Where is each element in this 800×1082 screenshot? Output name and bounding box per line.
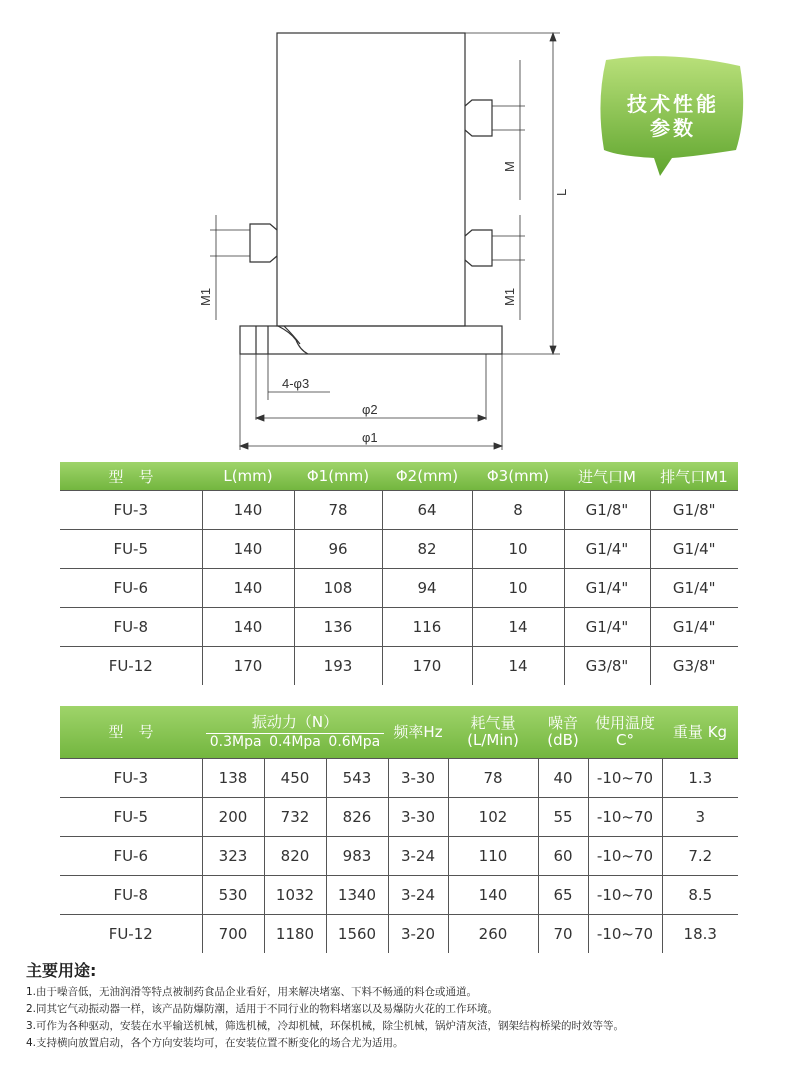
cell: 140 [202, 569, 294, 608]
cell: 136 [294, 608, 382, 647]
cell: 10 [472, 569, 564, 608]
cell: FU-5 [60, 798, 202, 837]
cell: 94 [382, 569, 472, 608]
cell: FU-6 [60, 837, 202, 876]
performance-table [60, 706, 738, 953]
cell: 60 [538, 837, 588, 876]
cell: 82 [382, 530, 472, 569]
cell: 140 [202, 608, 294, 647]
list-item: 4.支持横向放置启动，各个方向安装均可，在安装位置不断变化的场合尤为适用。 [26, 1037, 404, 1049]
col-model: 型 号 [60, 706, 202, 759]
cell: 14 [472, 608, 564, 647]
cell: 3-30 [388, 759, 448, 798]
table-row [60, 491, 738, 530]
cell: 14 [472, 647, 564, 686]
dim-label-m1-right: M1 [502, 287, 517, 306]
cell: FU-5 [60, 530, 202, 569]
table-row [60, 915, 738, 954]
cell: 200 [202, 798, 264, 837]
cell: 820 [264, 837, 326, 876]
temp-unit: C° [616, 731, 634, 749]
dim-label-phi3: 4-φ3 [282, 376, 310, 391]
cell: G1/8" [650, 491, 738, 530]
cell: G1/4" [564, 530, 650, 569]
cell: 3 [662, 798, 738, 837]
col-air [448, 706, 538, 759]
cell: 7.2 [662, 837, 738, 876]
base-flange [240, 326, 502, 354]
cell: 70 [538, 915, 588, 954]
cell: G1/4" [650, 569, 738, 608]
cell: -10~70 [588, 837, 662, 876]
col-l: L(mm) [202, 462, 294, 491]
cell: 96 [294, 530, 382, 569]
col-model: 型 号 [60, 462, 202, 491]
usage-list [26, 984, 624, 1052]
cell: -10~70 [588, 915, 662, 954]
dim-label-phi2: φ2 [362, 402, 378, 417]
noise-unit: (dB) [547, 731, 579, 749]
badge-line-1: 技术性能 [627, 92, 719, 116]
cell: 3-24 [388, 837, 448, 876]
cell: 700 [202, 915, 264, 954]
cell: FU-6 [60, 569, 202, 608]
list-item: 3.可作为各种驱动，安装在水平输送机械，筛选机械，冷却机械，环保机械，除尘机械，锅炉清灰渣，钢架结构桥梁的时效等等。 [26, 1020, 625, 1032]
cell: 140 [448, 876, 538, 915]
col-weight: 重量 Kg [662, 706, 738, 759]
outlet-port-left [250, 224, 277, 262]
col-frequency: 频率Hz [388, 706, 448, 759]
col-phi1: Φ1(mm) [294, 462, 382, 491]
cell: G3/8" [564, 647, 650, 686]
cell: FU-8 [60, 608, 202, 647]
performance-header-row [60, 706, 738, 759]
col-force [202, 706, 388, 759]
cell: 1560 [326, 915, 388, 954]
air-unit: (L/Min) [467, 731, 519, 749]
cell: -10~70 [588, 798, 662, 837]
cell: 110 [448, 837, 538, 876]
cell: 1340 [326, 876, 388, 915]
inlet-port [465, 100, 492, 136]
table-row [60, 608, 738, 647]
dim-label-m1-left: M1 [198, 287, 213, 306]
cell: G3/8" [650, 647, 738, 686]
cell: FU-3 [60, 491, 202, 530]
pressure-0.3: 0.3Mpa [209, 733, 262, 750]
cell: G1/4" [564, 608, 650, 647]
cell: 170 [382, 647, 472, 686]
cell: 10 [472, 530, 564, 569]
cell: 450 [264, 759, 326, 798]
cell: 260 [448, 915, 538, 954]
cell: 193 [294, 647, 382, 686]
cell: 530 [202, 876, 264, 915]
temp-header: 使用温度 [594, 714, 655, 732]
col-inlet: 进气口M [564, 462, 650, 491]
cell: FU-12 [60, 915, 202, 954]
cell: G1/8" [564, 491, 650, 530]
table-row [60, 759, 738, 798]
cell: 3-24 [388, 876, 448, 915]
table-row [60, 569, 738, 608]
cell: 8.5 [662, 876, 738, 915]
cell: 40 [538, 759, 588, 798]
cell: FU-8 [60, 876, 202, 915]
cell: -10~70 [588, 759, 662, 798]
table-row [60, 647, 738, 686]
cell: 108 [294, 569, 382, 608]
pressure-0.6: 0.6Mpa [328, 733, 381, 750]
outlet-port-right [465, 230, 492, 266]
dim-label-l: L [554, 188, 569, 196]
cell: 102 [448, 798, 538, 837]
badge-line-2: 参数 [650, 116, 696, 140]
cell: 64 [382, 491, 472, 530]
cell: 732 [264, 798, 326, 837]
air-header: 耗气量 [470, 714, 516, 732]
table-row [60, 530, 738, 569]
cell: 543 [326, 759, 388, 798]
cell: 323 [202, 837, 264, 876]
table-row [60, 837, 738, 876]
cell: 3-30 [388, 798, 448, 837]
table-row [60, 876, 738, 915]
cell: 3-20 [388, 915, 448, 954]
table-row [60, 798, 738, 837]
dimensions-table [60, 462, 738, 685]
cell: 78 [448, 759, 538, 798]
cell: 1.3 [662, 759, 738, 798]
pressure-0.4: 0.4Mpa [269, 733, 321, 750]
vibrator-body [277, 33, 465, 326]
cell: 983 [326, 837, 388, 876]
cell: 140 [202, 530, 294, 569]
col-noise [538, 706, 588, 759]
cell: 1180 [264, 915, 326, 954]
cell: -10~70 [588, 876, 662, 915]
cell: 138 [202, 759, 264, 798]
cell: 18.3 [662, 915, 738, 954]
cell: 78 [294, 491, 382, 530]
cell: FU-3 [60, 759, 202, 798]
noise-header: 噪音 [547, 714, 578, 732]
col-phi2: Φ2(mm) [382, 462, 472, 491]
cell: 170 [202, 647, 294, 686]
cell: G1/4" [564, 569, 650, 608]
cell: 65 [538, 876, 588, 915]
cell: FU-12 [60, 647, 202, 686]
dim-label-m: M [502, 161, 517, 172]
dimensions-header-row [60, 462, 738, 491]
col-temp [588, 706, 662, 759]
usage-title: 主要用途: [26, 961, 97, 980]
list-item: 2.同其它气动振动器一样，该产品防爆防潮，适用于不同行业的物料堵塞以及易爆防火花的工作环境。 [26, 1003, 499, 1015]
cell: 826 [326, 798, 388, 837]
cell: 1032 [264, 876, 326, 915]
cell: 116 [382, 608, 472, 647]
dim-label-phi1: φ1 [362, 430, 378, 445]
cell: G1/4" [650, 530, 738, 569]
cell: 55 [538, 798, 588, 837]
cell: G1/4" [650, 608, 738, 647]
force-header: 振动力（N） [251, 712, 339, 731]
cell: 8 [472, 491, 564, 530]
col-phi3: Φ3(mm) [472, 462, 564, 491]
list-item: 1.由于噪音低，无油润滑等特点被制药食品企业看好，用来解决堵塞、下料不畅通的料仓或通道。 [26, 986, 478, 998]
col-outlet: 排气口M1 [650, 462, 738, 491]
cell: 140 [202, 491, 294, 530]
